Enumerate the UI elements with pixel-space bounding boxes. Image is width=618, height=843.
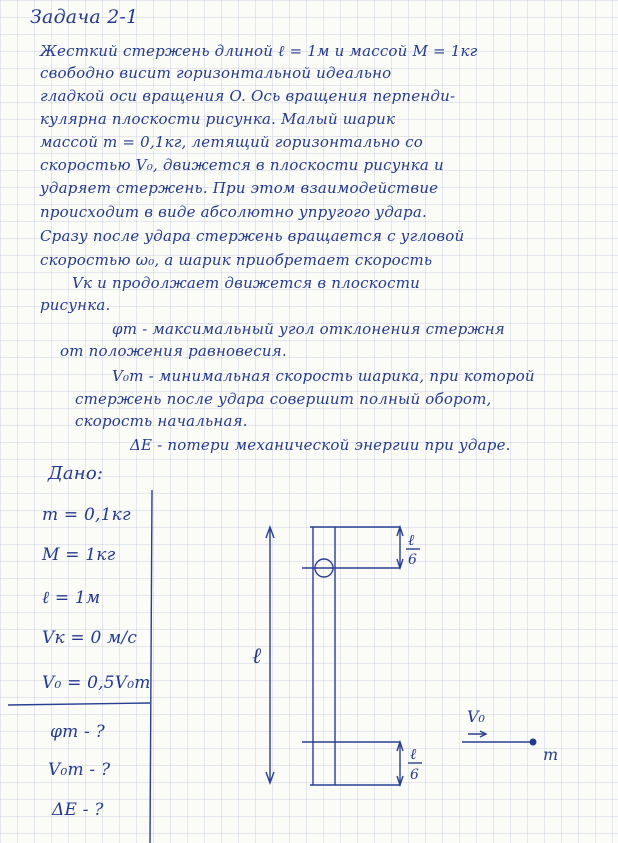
given-item: V₀ = 0,5V₀m xyxy=(42,673,151,693)
given-item: M = 1кг xyxy=(42,545,116,565)
bottom-fraction-numerator: ℓ xyxy=(410,745,417,763)
ball-icon xyxy=(530,739,537,746)
definition-line: V₀m - минимальная скорость шарика, при которой xyxy=(112,367,535,385)
given-vertical-line xyxy=(150,490,152,843)
statement-line: скоростью ω₀, а шарик приобретает скорость xyxy=(40,251,433,269)
velocity-label: V₀ xyxy=(467,707,485,726)
bottom-fraction-denominator: 6 xyxy=(410,767,419,783)
given-item: m = 0,1кг xyxy=(42,505,131,525)
length-label: ℓ xyxy=(252,644,262,669)
given-item: Vк = 0 м/с xyxy=(42,628,138,648)
given-heading: Дано: xyxy=(48,463,104,484)
statement-line: Vк и продолжает движется в плоскости xyxy=(72,274,420,292)
unknown-item: V₀m - ? xyxy=(48,760,111,780)
statement-line: массой m = 0,1кг, летящий горизонтально со xyxy=(40,133,423,151)
statement-line: Сразу после удара стержень вращается с угловой xyxy=(40,227,465,245)
given-separator-line xyxy=(8,703,150,705)
mass-label: m xyxy=(543,745,559,764)
statement-line: рисунка. xyxy=(40,296,111,314)
given-item: ℓ = 1м xyxy=(42,588,101,608)
top-fraction-denominator: 6 xyxy=(408,552,417,568)
definition-line: стержень после удара совершит полный оборот, xyxy=(75,390,492,408)
statement-line: гладкой оси вращения O. Ось вращения перпенди- xyxy=(40,87,456,105)
statement-line: происходит в виде абсолютно упругого удара. xyxy=(40,203,427,221)
problem-title: Задача 2-1 xyxy=(30,6,139,28)
statement-line: скоростью V₀, движется в плоскости рисунка и xyxy=(40,156,444,174)
statement-line: Жесткий стержень длиной ℓ = 1м и массой M = 1кг xyxy=(40,42,478,60)
statement-line: свободно висит горизонтальной идеально xyxy=(40,64,392,82)
top-fraction-numerator: ℓ xyxy=(408,531,415,549)
statement-line: ударяет стержень. При этом взаимодействие xyxy=(40,179,439,197)
statement-line: кулярна плоскости рисунка. Малый шарик xyxy=(40,110,396,128)
unknown-item: φm - ? xyxy=(50,722,105,742)
definition-line: от положения равновесия. xyxy=(60,342,287,360)
definition-line: скорость начальная. xyxy=(75,412,248,430)
definition-line: ΔE - потери механической энергии при ударе. xyxy=(130,436,511,454)
unknown-item: ΔE - ? xyxy=(52,800,104,820)
definition-line: φm - максимальный угол отклонения стержня xyxy=(112,320,505,338)
